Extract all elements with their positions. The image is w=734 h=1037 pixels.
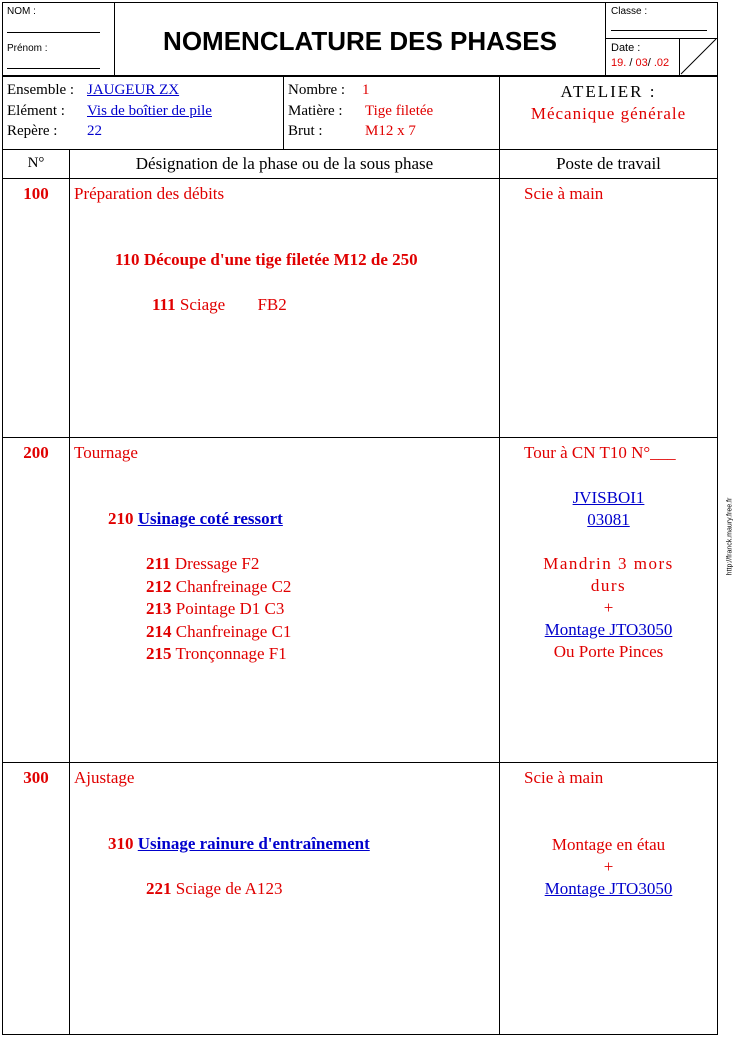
operation-text: Chanfreinage C1 [175,621,292,641]
prenom-field-line [7,68,100,69]
nom-label: NOM : [7,6,36,17]
nom-field-line [7,32,100,33]
operation-number: 211 [146,554,171,573]
operation-number: 212 [146,576,172,596]
operation-number: 215 [146,644,172,663]
col-header-poste-label: Poste de travail [556,154,661,173]
operation-221-text: Sciage de A123 [175,879,283,898]
list-item [146,621,291,644]
date-day: 19. [611,57,627,69]
matiere-value: Tige filetée [365,103,434,119]
phase-300-poste: Scie à main [524,768,604,787]
date-label: Date : [611,42,641,54]
holding-line-1: Mandrin 3 mors [543,554,674,573]
phase-200-title: Tournage [74,443,138,462]
phase-300-poste-details [499,834,718,900]
phase-300-title: Ajustage [74,768,135,787]
operation-text: Tronçonnage F1 [175,644,287,663]
phase-200-number: 200 [23,443,49,462]
operation-111-number: 111 [152,295,176,314]
matiere-label: Matière : [288,103,343,119]
date-value [611,57,669,69]
atelier-label: ATELIER : [560,82,657,101]
phase-200-poste-details [499,487,718,663]
prenom-label: Prénom : [7,43,48,54]
montage-link[interactable]: Montage JTO3050 [544,879,673,898]
phase-300-number: 300 [23,768,49,787]
plus-sign: + [603,857,614,876]
holding-line: Montage en étau [551,835,666,854]
montage-link[interactable]: Montage JTO3050 [544,620,673,639]
subphase-110-number: 110 [115,250,140,269]
date-separator: / [647,57,651,69]
brut-label: Brut : [288,123,323,139]
nombre-value: 1 [362,82,370,98]
date-year: .02 [653,57,670,69]
program-link-2[interactable]: 03081 [587,510,630,529]
list-item [146,598,291,621]
operation-text: Pointage D1 C3 [175,599,285,618]
phase-100-title: Préparation des débits [74,184,225,203]
phase-100-poste-cell [499,178,718,438]
list-item [146,553,291,576]
operation-221 [146,879,282,899]
operation-text: Dressage F2 [174,554,260,573]
list-item [146,576,291,599]
classe-field-line [611,30,707,31]
spacer [499,531,718,553]
phase-200-poste: Tour à CN T10 N°___ [524,443,676,462]
subphase-210 [108,509,283,529]
subphase-210-link[interactable]: Usinage coté ressort [137,509,283,528]
phase-100-number: 100 [23,184,49,203]
element-label: Elément : [7,103,65,119]
subphase-310 [108,834,370,854]
subphase-310-number: 310 [108,834,134,853]
phase-100-poste: Scie à main [524,184,604,203]
operation-111-text: Sciage [179,295,226,314]
operation-111-ref: FB2 [257,295,287,314]
operation-number: 213 [146,599,172,618]
date-separator: / [629,57,633,69]
nombre-label: Nombre : [288,82,346,98]
side-url: http://franck.maury.free.fr [726,497,734,576]
diagonal-slash-icon [679,38,717,75]
plus-sign: + [603,598,614,617]
program-link-1[interactable]: JVISBOI1 [572,488,645,507]
ensemble-label: Ensemble : [7,82,75,98]
ensemble-link[interactable]: JAUGEUR ZX [87,82,180,98]
operation-text: Chanfreinage C2 [175,576,292,596]
phase-100-num-cell [2,178,70,438]
subphase-110-title: Découpe d'une tige filetée M12 de 250 [143,250,418,269]
date-month: 03 [635,57,648,69]
repere-label: Repère : [7,123,58,139]
brut-value: M12 x 7 [365,123,416,139]
operation-221-number: 221 [146,879,172,898]
operation-list-200 [146,553,291,666]
classe-label: Classe : [611,6,648,17]
operation-111 [152,295,287,315]
subphase-210-number: 210 [108,509,134,528]
subphase-110 [115,250,418,270]
element-link[interactable]: Vis de boîtier de pile [87,103,212,119]
phase-200-num-cell [2,437,70,763]
alternative-holding: Ou Porte Pinces [553,642,664,661]
repere-value: 22 [87,123,102,139]
holding-line-2: durs [590,576,627,595]
subphase-310-link[interactable]: Usinage rainure d'entraînement [137,834,370,853]
page-title: NOMENCLATURE DES PHASES [163,26,557,56]
col-header-num-label: N° [27,155,45,171]
atelier-value: Mécanique générale [530,104,687,123]
phase-300-num-cell [2,762,70,1035]
col-header-designation-label: Désignation de la phase ou de la sous phase [135,154,434,173]
operation-number: 214 [146,621,172,641]
list-item [146,643,291,666]
phase-300-designation-cell [69,762,500,1035]
